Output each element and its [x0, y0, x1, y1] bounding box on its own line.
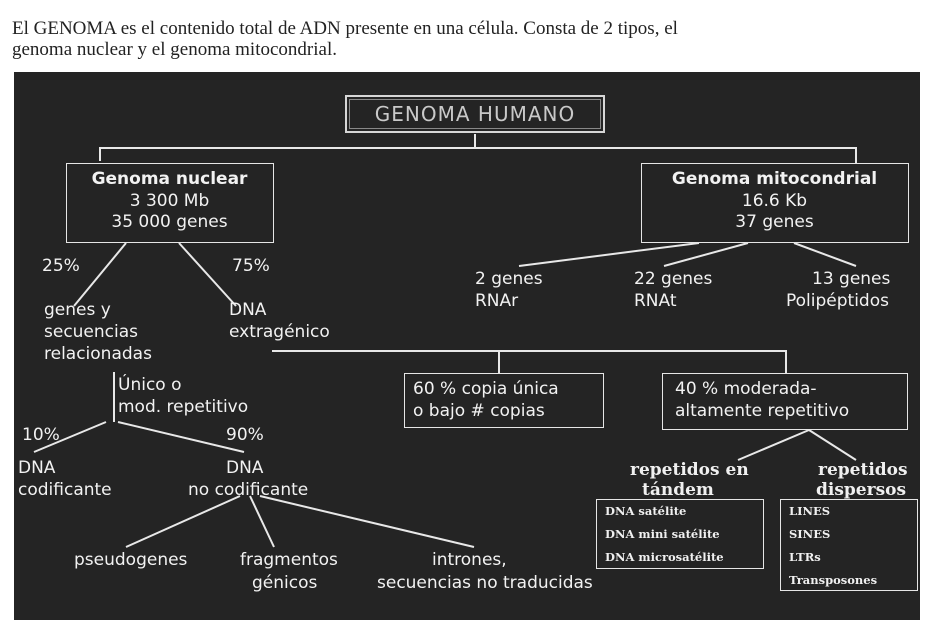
introns-2: secuencias no traducidas	[377, 573, 593, 593]
mito-polypeptides-type: Polipéptidos	[786, 291, 889, 311]
nuclear-genome-box	[66, 163, 274, 243]
single-copy-1: 60 % copia única	[413, 379, 559, 399]
pct-coding: 10%	[22, 425, 60, 445]
repetitive-2: altamente repetitivo	[675, 401, 850, 421]
nuclear-title: Genoma nuclear	[91, 169, 248, 189]
mito-rnar-count: 2 genes	[475, 269, 543, 289]
dispersed-item-sines: SINES	[789, 527, 831, 541]
nuclear-size: 3 300 Mb	[129, 191, 210, 211]
tandem-label-2: tándem	[642, 480, 714, 500]
mito-genome-box	[641, 163, 909, 243]
genes-related-1: genes y	[44, 300, 111, 320]
genome-title: GENOMA HUMANO	[345, 95, 605, 133]
tandem-item-satellite: DNA satélite	[605, 504, 687, 518]
noncoding-1: DNA	[226, 458, 264, 478]
extragenic-2: extragénico	[229, 322, 330, 342]
repetitive-1: 40 % moderada-	[675, 379, 817, 399]
nuclear-genes: 35 000 genes	[111, 212, 228, 232]
repetitive-box	[662, 373, 908, 430]
fragments-1: fragmentos	[240, 550, 338, 570]
pct-genes-related: 25%	[42, 256, 80, 276]
mito-genes: 37 genes	[735, 212, 814, 232]
mito-rnat-type: RNAt	[634, 291, 677, 311]
extragenic-1: DNA	[229, 300, 267, 320]
single-copy-box	[404, 373, 604, 428]
coding-2: codificante	[18, 480, 112, 500]
single-copy-2: o bajo # copias	[413, 401, 545, 421]
introns-1: intrones,	[432, 550, 507, 570]
dispersed-item-lines: LINES	[789, 504, 831, 518]
dispersed-item-transposons: Transposones	[789, 573, 878, 587]
dispersed-item-ltrs: LTRs	[789, 550, 821, 564]
genome-diagram	[14, 72, 920, 620]
mito-rnar-type: RNAr	[475, 291, 519, 311]
unique-1: Único o	[118, 375, 182, 395]
pseudogenes: pseudogenes	[74, 550, 188, 570]
dispersed-label-2: dispersos	[816, 480, 907, 500]
intro-line-2: genoma nuclear y el genoma mitocondrial.	[12, 39, 337, 60]
pct-extragenic: 75%	[232, 256, 270, 276]
tandem-item-minisatellite: DNA mini satélite	[605, 527, 720, 541]
coding-1: DNA	[18, 458, 56, 478]
tandem-label-1: repetidos en	[630, 460, 749, 480]
dispersed-label-1: repetidos	[818, 460, 908, 480]
tandem-list	[596, 499, 764, 569]
mito-rnat-count: 22 genes	[634, 269, 713, 289]
genes-related-3: relacionadas	[44, 344, 152, 364]
mito-size: 16.6 Kb	[741, 191, 808, 211]
noncoding-2: no codificante	[188, 480, 309, 500]
fragments-2: génicos	[252, 573, 318, 593]
pct-noncoding: 90%	[226, 425, 264, 445]
mito-polypeptides-count: 13 genes	[812, 269, 891, 289]
mito-title: Genoma mitocondrial	[671, 169, 878, 189]
dispersed-list	[780, 499, 918, 591]
tandem-item-microsatellite: DNA microsatélite	[605, 550, 724, 564]
genes-related-2: secuencias	[44, 322, 139, 342]
unique-2: mod. repetitivo	[118, 397, 249, 417]
intro-line-1: El GENOMA es el contenido total de ADN presente en una célula. Consta de 2 tipos, el	[12, 18, 678, 39]
intro-text	[12, 18, 912, 60]
